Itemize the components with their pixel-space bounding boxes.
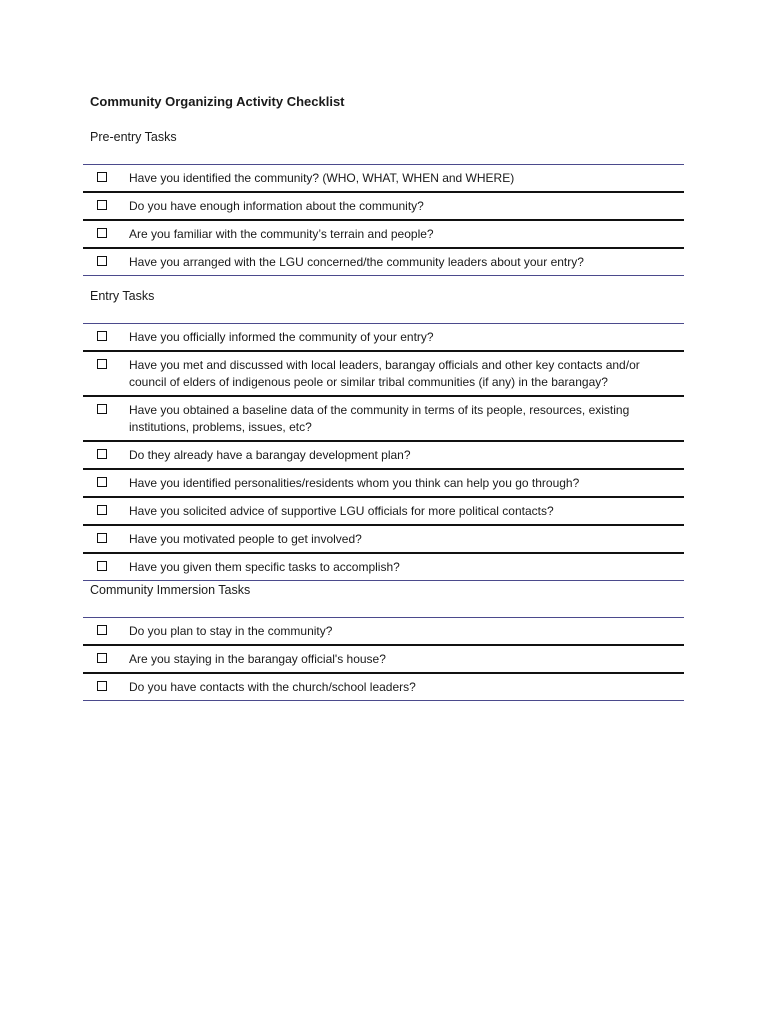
checkbox[interactable]: [97, 505, 107, 515]
question-text: Do you plan to stay in the community?: [129, 624, 333, 638]
checkbox[interactable]: [97, 331, 107, 341]
checklist-row: [83, 498, 684, 526]
checklist-row: [83, 646, 684, 674]
checkbox[interactable]: [97, 359, 107, 369]
checkbox[interactable]: [97, 625, 107, 635]
checkbox[interactable]: [97, 200, 107, 210]
question-text: Have you solicited advice of supportive LGU officials for more political contacts?: [129, 504, 554, 518]
checkbox[interactable]: [97, 477, 107, 487]
checklist-row: [83, 442, 684, 470]
checkbox[interactable]: [97, 533, 107, 543]
checkbox[interactable]: [97, 228, 107, 238]
checkbox[interactable]: [97, 449, 107, 459]
checkbox[interactable]: [97, 172, 107, 182]
question-text: Have you officially informed the community of your entry?: [129, 330, 434, 344]
checklist-row: [83, 249, 684, 275]
checklist-row: [83, 221, 684, 249]
question-text: Do you have contacts with the church/school leaders?: [129, 680, 416, 694]
checklist-row: [83, 470, 684, 498]
question-text: Have you motivated people to get involved?: [129, 532, 362, 546]
checklist-entry: [83, 323, 684, 581]
checklist-row: [83, 193, 684, 221]
checklist-row: [83, 674, 684, 700]
checkbox[interactable]: [97, 681, 107, 691]
checkbox[interactable]: [97, 404, 107, 414]
checkbox[interactable]: [97, 256, 107, 266]
section-heading-community-immersion: Community Immersion Tasks: [90, 583, 251, 597]
question-text: Have you met and discussed with local leaders, barangay officials and other key contacts and/or council of elders of indigenous peole or similar tribal communities (if any) in the barangay?: [129, 358, 640, 389]
section-heading-pre-entry: Pre-entry Tasks: [90, 130, 177, 144]
question-text: Are you staying in the barangay official's house?: [129, 652, 386, 666]
checklist-row: [83, 526, 684, 554]
checklist-community-immersion: [83, 617, 684, 701]
checkbox[interactable]: [97, 561, 107, 571]
section-heading-entry: Entry Tasks: [90, 289, 155, 303]
checklist-row: [83, 165, 684, 193]
question-text: Are you familiar with the community’s terrain and people?: [129, 227, 434, 241]
question-text: Have you obtained a baseline data of the community in terms of its people, resources, existing institutions, problems, issues, etc?: [129, 403, 630, 434]
checklist-row: [83, 618, 684, 646]
question-text: Do they already have a barangay development plan?: [129, 448, 411, 462]
question-text: Have you arranged with the LGU concerned/the community leaders about your entry?: [129, 255, 584, 269]
checklist-row: [83, 397, 684, 442]
checklist-row: [83, 554, 684, 580]
question-text: Do you have enough information about the community?: [129, 199, 424, 213]
checklist-row: [83, 324, 684, 352]
checkbox[interactable]: [97, 653, 107, 663]
question-text: Have you identified personalities/residents whom you think can help you go through?: [129, 476, 580, 490]
question-text: Have you given them specific tasks to accomplish?: [129, 560, 400, 574]
checklist-row: [83, 352, 684, 397]
question-text: Have you identified the community? (WHO, WHAT, WHEN and WHERE): [129, 171, 515, 185]
document-title: Community Organizing Activity Checklist: [90, 94, 345, 109]
checklist-pre-entry: [83, 164, 684, 276]
